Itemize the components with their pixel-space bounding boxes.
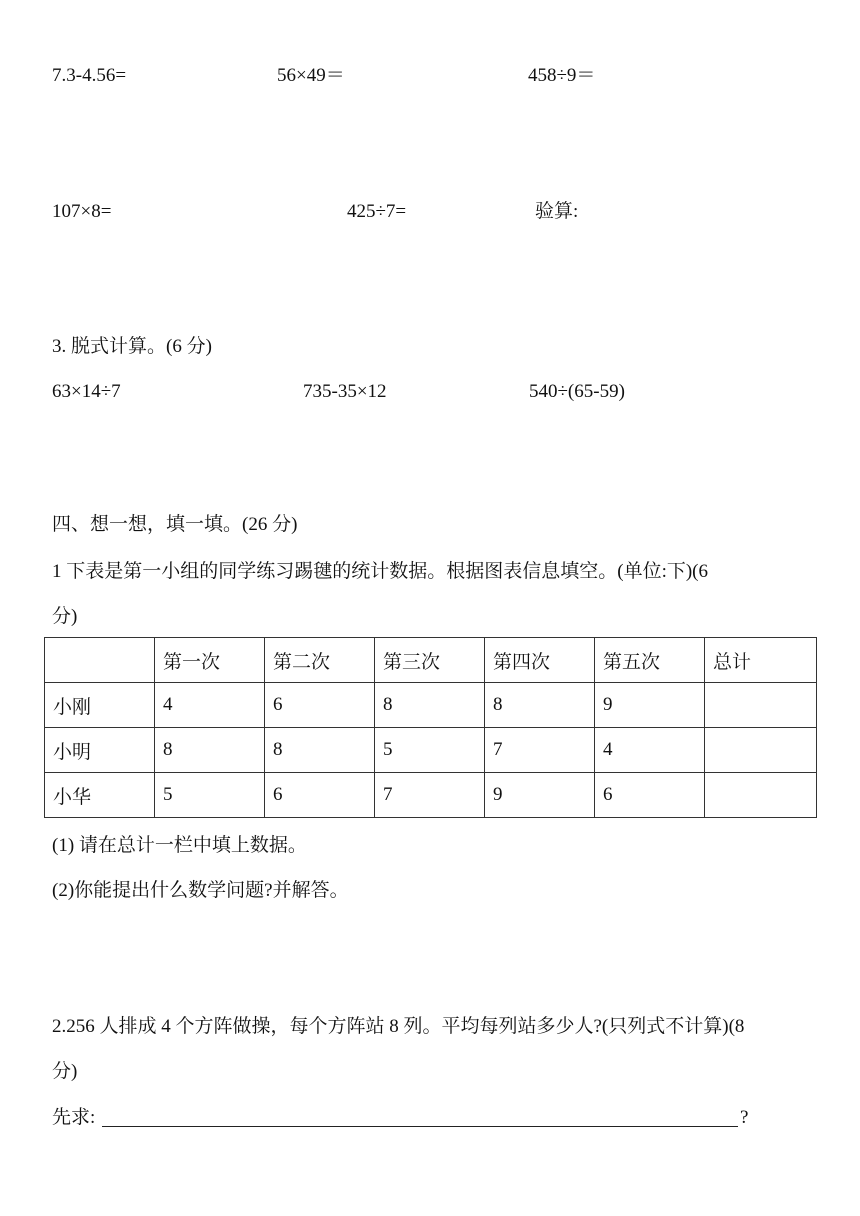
table-cell: 8 (155, 728, 265, 773)
stepwise-problem-1: 63×14÷7 (52, 381, 121, 402)
table-cell: 8 (265, 728, 375, 773)
table-cell: 6 (265, 773, 375, 818)
table-cell: 8 (375, 683, 485, 728)
stepwise-problem-3: 540÷(65-59) (529, 381, 625, 402)
table-row (45, 683, 817, 728)
question-1-text: 1 下表是第一小组的同学练习踢毽的统计数据。根据图表信息填空。(单位:下)(6 (52, 561, 709, 582)
question-1-sub-2: (2)你能提出什么数学问题?并解答。 (52, 880, 349, 901)
stepwise-problem-2: 735-35×12 (303, 381, 387, 402)
header-cell-empty (45, 638, 155, 683)
total-cell[interactable] (705, 728, 817, 773)
header-cell: 第三次 (375, 638, 485, 683)
answer-suffix: ? (740, 1107, 749, 1128)
total-cell[interactable] (705, 683, 817, 728)
header-cell: 第四次 (485, 638, 595, 683)
row-name-cell: 小华 (45, 773, 155, 818)
table-cell: 5 (155, 773, 265, 818)
header-cell-total: 总计 (705, 638, 817, 683)
header-cell: 第五次 (595, 638, 705, 683)
table-cell: 4 (155, 683, 265, 728)
question-2-text: 2.256 人排成 4 个方阵做操，每个方阵站 8 列。平均每列站多少人?(只列式不计算)(8 (52, 1016, 745, 1037)
section-3-title: 3. 脱式计算。(6 分) (52, 336, 212, 357)
table-cell: 9 (485, 773, 595, 818)
table-cell: 7 (485, 728, 595, 773)
question-2-text-cont: 分) (52, 1061, 78, 1082)
question-1-sub-1: (1) 请在总计一栏中填上数据。 (52, 835, 307, 856)
calc-problem-4: 107×8= (52, 201, 112, 222)
table-cell: 5 (375, 728, 485, 773)
table-cell: 7 (375, 773, 485, 818)
answer-blank-line[interactable] (102, 1126, 738, 1127)
answer-prefix: 先求: (52, 1107, 96, 1128)
header-cell: 第二次 (265, 638, 375, 683)
calc-problem-3: 458÷9＝ (528, 65, 596, 86)
calc-problem-5: 425÷7= (347, 201, 407, 222)
table-cell: 6 (265, 683, 375, 728)
question-1-text-cont: 分) (52, 606, 78, 627)
table-row (45, 728, 817, 773)
row-name-cell: 小刚 (45, 683, 155, 728)
calc-problem-2: 56×49＝ (277, 65, 345, 86)
table-row (45, 773, 817, 818)
table-cell: 6 (595, 773, 705, 818)
row-name-cell: 小明 (45, 728, 155, 773)
header-cell: 第一次 (155, 638, 265, 683)
section-4-title: 四、想一想，填一填。(26 分) (52, 514, 298, 535)
table-cell: 8 (485, 683, 595, 728)
table-cell: 9 (595, 683, 705, 728)
shuttlecock-stats-table (44, 637, 817, 818)
total-cell[interactable] (705, 773, 817, 818)
table-header-row (45, 638, 817, 683)
verify-label: 验算: (535, 201, 579, 222)
calc-problem-1: 7.3-4.56= (52, 65, 127, 86)
table-cell: 4 (595, 728, 705, 773)
